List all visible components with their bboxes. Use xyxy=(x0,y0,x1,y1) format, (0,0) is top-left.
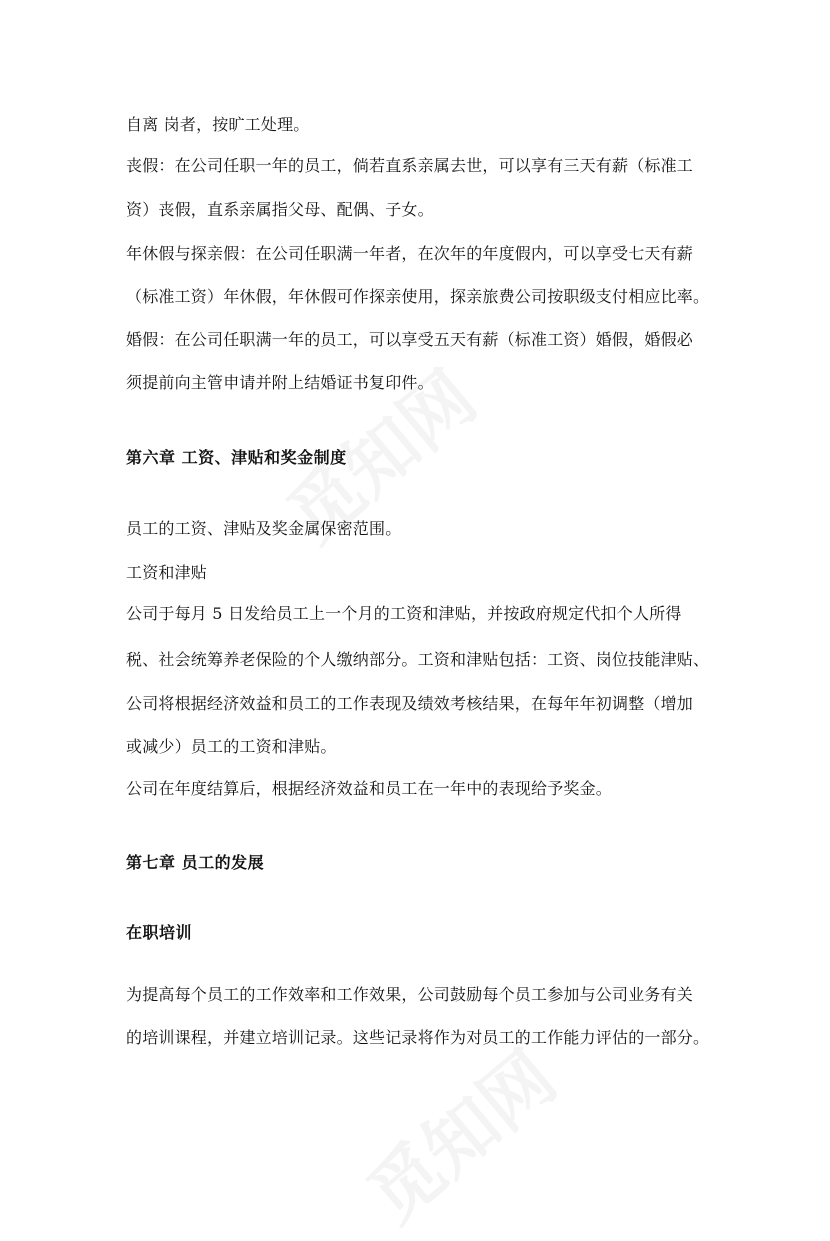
text-line: 资）丧假，直系亲属指父母、配偶、子女。 xyxy=(126,200,434,219)
text-line: 婚假：在公司任职满一年的员工，可以享受五天有薪（标准工资）婚假，婚假必 xyxy=(126,330,694,349)
text-line: 年休假与探亲假：在公司任职满一年者，在次年的年度假内，可以享受七天有薪 xyxy=(126,244,694,263)
section-heading-training: 在职培训 xyxy=(126,923,193,942)
text-line: 员工的工资、津贴及奖金属保密范围。 xyxy=(126,519,402,538)
text-line: 公司于每月 5 日发给员工上一个月的工资和津贴，并按政府规定代扣个人所得 xyxy=(126,604,682,623)
chapter-6-heading: 第六章 工资、津贴和奖金制度 xyxy=(126,448,347,467)
text-line: 税、社会统筹养老保险的个人缴纳部分。工资和津贴包括：工资、岗位技能津贴、 xyxy=(126,650,710,669)
text-line: 自离 岗者，按旷工处理。 xyxy=(126,115,310,134)
watermark-bottom xyxy=(342,1023,574,1241)
text-line: 的培训课程，并建立培训记录。这些记录将作为对员工的工作能力评估的一部分。 xyxy=(126,1028,710,1047)
text-line: 丧假：在公司任职一年的员工，倘若直系亲属去世，可以享有三天有薪（标准工 xyxy=(126,156,694,175)
text-line: （标准工资）年休假，年休假可作探亲使用，探亲旅费公司按职级支付相应比率。 xyxy=(126,287,710,306)
text-line: 为提高每个员工的工作效率和工作效果，公司鼓励每个员工参加与公司业务有关 xyxy=(126,985,694,1004)
text-line: 工资和津贴 xyxy=(126,563,208,582)
text-line: 或减少）员工的工资和津贴。 xyxy=(126,737,337,756)
chapter-7-heading: 第七章 员工的发展 xyxy=(126,853,265,872)
text-line: 公司在年度结算后，根据经济效益和员工在一年中的表现给予奖金。 xyxy=(126,779,613,798)
text-line: 公司将根据经济效益和员工的工作表现及绩效考核结果，在每年年初调整（增加 xyxy=(126,694,694,713)
text-line: 须提前向主管申请并附上结婚证书复印件。 xyxy=(126,373,434,392)
